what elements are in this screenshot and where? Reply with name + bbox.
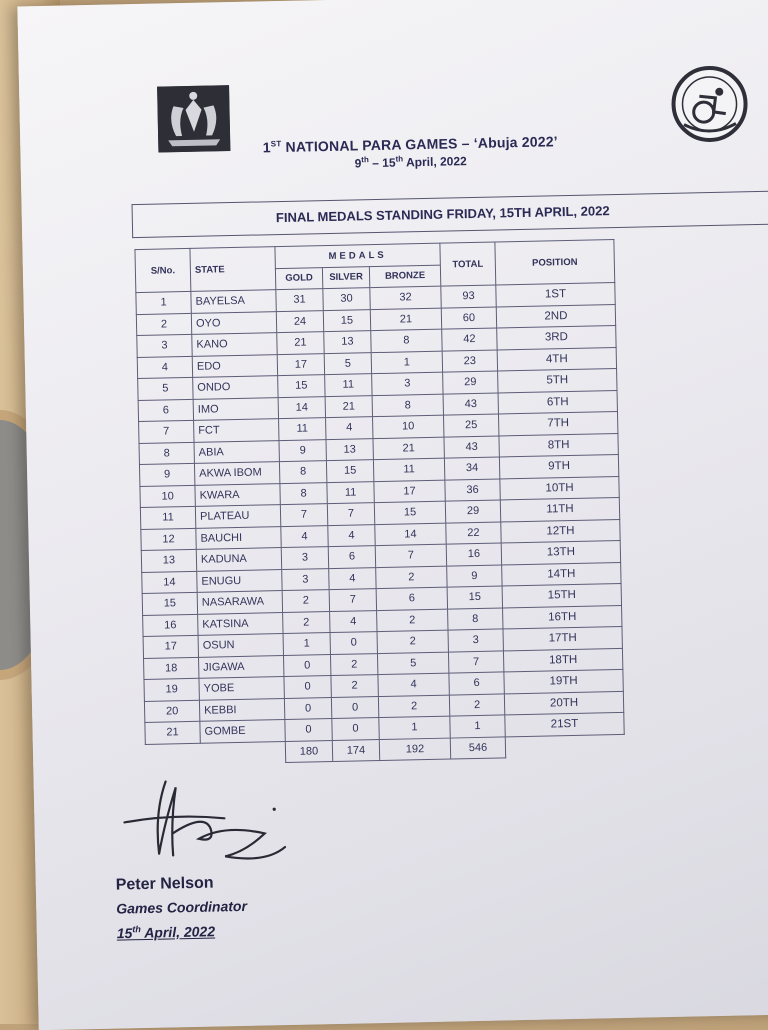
cell-position: 2ND [496, 304, 615, 328]
cell-total: 3 [448, 629, 503, 652]
cell-bronze: 14 [375, 523, 446, 546]
grand-total: 546 [450, 736, 505, 759]
cell-position: 7TH [498, 411, 617, 435]
cell-sn: 7 [139, 420, 194, 443]
cell-gold: 8 [280, 482, 327, 504]
cell-gold: 0 [285, 719, 332, 741]
cell-state: KANO [192, 333, 277, 356]
cell-total: 29 [443, 371, 498, 394]
cell-sn: 9 [139, 463, 194, 486]
cell-sn: 11 [140, 506, 195, 529]
cell-state: BAYELSA [191, 290, 276, 313]
cell-position: 17TH [503, 626, 622, 650]
cell-bronze: 7 [375, 544, 446, 567]
cell-position: 19TH [504, 669, 623, 693]
standing-banner [132, 191, 768, 238]
cell-sn: 20 [144, 700, 199, 723]
cell-gold: 1 [283, 633, 330, 655]
cell-total: 34 [444, 457, 499, 480]
cell-gold: 0 [284, 676, 331, 698]
cell-sn: 18 [144, 657, 199, 680]
cell-state: KWARA [195, 483, 280, 506]
totals-spacer-right [505, 734, 624, 758]
cell-gold: 8 [279, 461, 326, 483]
cell-silver: 13 [324, 331, 371, 353]
cell-position: 20TH [504, 691, 623, 715]
cell-total: 42 [442, 328, 497, 351]
cell-position: 9TH [499, 454, 618, 478]
cell-position: 14TH [502, 562, 621, 586]
cell-total: 93 [441, 285, 496, 308]
document-page [17, 0, 768, 1030]
cell-sn: 21 [145, 721, 200, 744]
cell-sn: 19 [144, 678, 199, 701]
cell-bronze: 2 [377, 609, 448, 632]
cell-silver: 2 [330, 653, 377, 675]
cell-sn: 2 [136, 313, 191, 336]
cell-bronze: 2 [377, 630, 448, 653]
cell-bronze: 21 [373, 437, 444, 460]
table-body [136, 283, 624, 744]
medals-table [134, 239, 625, 766]
header-position: POSITION [495, 240, 615, 285]
cell-silver: 5 [324, 352, 371, 374]
cell-total: 29 [445, 500, 500, 523]
cell-gold: 0 [283, 654, 330, 676]
header-total: TOTAL [440, 242, 496, 286]
cell-gold: 11 [279, 418, 326, 440]
cell-gold: 7 [280, 504, 327, 526]
cell-state: KEBBI [199, 698, 284, 721]
cell-bronze: 6 [376, 587, 447, 610]
cell-total: 9 [447, 564, 502, 587]
signatory-role: Games Coordinator [116, 897, 248, 917]
cell-state: IMO [193, 397, 278, 420]
signature-date: 15th April, 2022 [116, 923, 216, 942]
games-title: 1ST NATIONAL PARA GAMES – ‘Abuja 2022’ [262, 133, 558, 156]
cell-total: 15 [447, 586, 502, 609]
cell-bronze: 15 [374, 501, 445, 524]
cell-bronze: 3 [372, 372, 443, 395]
cell-silver: 15 [326, 460, 373, 482]
cell-silver: 0 [332, 718, 379, 740]
cell-state: EDO [192, 354, 277, 377]
cell-silver: 7 [329, 589, 376, 611]
cell-silver: 4 [330, 610, 377, 632]
cell-gold: 3 [281, 547, 328, 569]
cell-bronze: 2 [378, 695, 449, 718]
cell-position: 15TH [502, 583, 621, 607]
cell-gold: 4 [281, 525, 328, 547]
cell-state: OSUN [198, 634, 283, 657]
cell-silver: 0 [331, 696, 378, 718]
cell-sn: 8 [139, 442, 194, 465]
cell-state: NASARAWA [197, 591, 282, 614]
cell-position: 13TH [501, 540, 620, 564]
cell-total: 6 [449, 672, 504, 695]
cell-silver: 6 [328, 546, 375, 568]
cell-silver: 21 [325, 395, 372, 417]
cell-gold: 17 [277, 353, 324, 375]
cell-state: KATSINA [198, 612, 283, 635]
cell-bronze: 8 [371, 329, 442, 352]
cell-silver: 2 [331, 675, 378, 697]
cell-gold: 21 [277, 332, 324, 354]
cell-position: 4TH [497, 347, 616, 371]
signatory-name: Peter Nelson [115, 874, 214, 894]
cell-sn: 16 [143, 614, 198, 637]
games-dates: 9th – 15th April, 2022 [354, 154, 467, 171]
para-games-logo [669, 63, 751, 145]
document-header [220, 132, 601, 173]
cell-bronze: 32 [370, 286, 441, 309]
cell-bronze: 1 [379, 716, 450, 739]
cell-sn: 6 [138, 399, 193, 422]
cell-state: YOBE [199, 677, 284, 700]
cell-sn: 15 [142, 592, 197, 615]
cell-state: ABIA [194, 440, 279, 463]
cell-position: 16TH [503, 605, 622, 629]
cell-gold: 15 [278, 375, 325, 397]
cell-total: 22 [446, 521, 501, 544]
header-sn: S/No. [135, 248, 191, 292]
cell-silver: 11 [327, 481, 374, 503]
cell-bronze: 17 [374, 480, 445, 503]
cell-total: 23 [442, 350, 497, 373]
cell-state: FCT [194, 419, 279, 442]
cell-state: OYO [191, 311, 276, 334]
standing-title: FINAL MEDALS STANDING FRIDAY, 15TH APRIL, 2022 [275, 203, 610, 226]
cell-sn: 1 [136, 291, 191, 314]
cell-total: 16 [446, 543, 501, 566]
cell-gold: 2 [283, 611, 330, 633]
cell-position: 12TH [501, 519, 620, 543]
cell-gold: 0 [284, 697, 331, 719]
cell-position: 3RD [497, 326, 616, 350]
cell-sn: 14 [142, 571, 197, 594]
cell-state: JIGAWA [199, 655, 284, 678]
header-silver: SILVER [322, 266, 369, 288]
cell-bronze: 8 [372, 394, 443, 417]
cell-gold: 3 [282, 568, 329, 590]
cell-gold: 31 [276, 289, 323, 311]
cell-position: 11TH [500, 497, 619, 521]
cell-silver: 13 [326, 438, 373, 460]
cell-silver: 0 [330, 632, 377, 654]
cell-sn: 5 [138, 377, 193, 400]
cell-silver: 7 [327, 503, 374, 525]
header-state: STATE [190, 247, 276, 292]
cell-bronze: 1 [371, 351, 442, 374]
cell-bronze: 11 [373, 458, 444, 481]
cell-state: PLATEAU [195, 505, 280, 528]
header-bronze: BRONZE [369, 265, 440, 288]
cell-gold: 9 [279, 439, 326, 461]
cell-sn: 12 [141, 528, 196, 551]
cell-silver: 4 [329, 567, 376, 589]
cell-total: 8 [448, 607, 503, 630]
cell-total: 60 [441, 307, 496, 330]
cell-bronze: 2 [376, 566, 447, 589]
cell-gold: 14 [278, 396, 325, 418]
cell-total: 2 [449, 693, 504, 716]
cell-bronze: 4 [378, 673, 449, 696]
cell-total: 1 [450, 715, 505, 738]
cell-total: 25 [443, 414, 498, 437]
cell-bronze: 21 [370, 308, 441, 331]
cell-sn: 13 [141, 549, 196, 572]
total-bronze: 192 [379, 738, 450, 761]
cell-state: ENUGU [197, 569, 282, 592]
cell-sn: 4 [137, 356, 192, 379]
signature [113, 771, 295, 875]
total-silver: 174 [332, 739, 379, 761]
cell-silver: 30 [323, 288, 370, 310]
total-gold: 180 [285, 740, 332, 762]
cell-total: 43 [443, 392, 498, 415]
cell-gold: 2 [282, 590, 329, 612]
cell-total: 43 [444, 435, 499, 458]
cell-state: GOMBE [200, 720, 285, 743]
cell-position: 18TH [503, 648, 622, 672]
cell-sn: 17 [143, 635, 198, 658]
header-gold: GOLD [275, 267, 322, 289]
cell-position: 21ST [505, 712, 624, 736]
cell-bronze: 5 [377, 652, 448, 675]
cell-total: 7 [448, 650, 503, 673]
cell-position: 1ST [496, 283, 615, 307]
cell-state: ONDO [193, 376, 278, 399]
cell-state: AKWA IBOM [194, 462, 279, 485]
cell-bronze: 10 [373, 415, 444, 438]
header-medals: MEDALS [275, 243, 440, 268]
cell-gold: 24 [276, 310, 323, 332]
cell-position: 5TH [498, 369, 617, 393]
cell-total: 36 [445, 478, 500, 501]
cell-state: BAUCHI [196, 526, 281, 549]
cell-sn: 10 [140, 485, 195, 508]
cell-position: 6TH [498, 390, 617, 414]
cell-state: KADUNA [196, 548, 281, 571]
totals-spacer [145, 741, 285, 765]
cell-silver: 4 [326, 417, 373, 439]
cell-silver: 11 [325, 374, 372, 396]
cell-position: 10TH [500, 476, 619, 500]
cell-position: 8TH [499, 433, 618, 457]
cell-sn: 3 [137, 334, 192, 357]
cell-silver: 4 [328, 524, 375, 546]
signatory-block [116, 874, 248, 941]
cell-silver: 15 [323, 309, 370, 331]
